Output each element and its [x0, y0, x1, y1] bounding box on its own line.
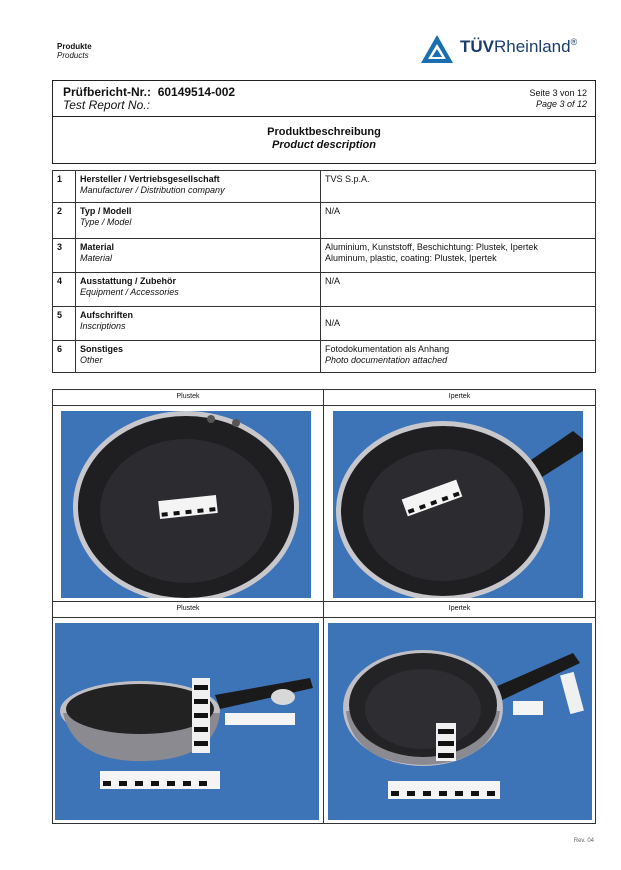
logo-brand-bold: TÜV	[460, 37, 494, 56]
spec-label-en: Type / Model	[80, 217, 132, 227]
spec-row	[53, 341, 596, 373]
spec-row-value	[321, 239, 596, 273]
spec-label-de: Sonstiges	[80, 344, 124, 354]
spec-row-value	[321, 171, 596, 203]
spec-row-label	[76, 239, 321, 273]
report-number-label-de: Prüfbericht-Nr.:	[63, 85, 152, 99]
grid-divider	[323, 390, 324, 823]
photo-ipertek-top	[333, 411, 583, 598]
spec-row-label	[76, 203, 321, 239]
spec-value-secondary: Photo documentation attached	[325, 355, 448, 365]
report-number-value: 60149514-002	[157, 85, 236, 99]
spec-label-en: Inscriptions	[80, 321, 126, 331]
caption-top-right: Ipertek	[448, 393, 471, 400]
caption-top-left: Plustek	[176, 393, 200, 400]
spec-label-de: Aufschriften	[80, 310, 134, 320]
section-title	[53, 126, 595, 152]
photo-plustek-side	[55, 623, 319, 820]
spec-label-de: Material	[80, 242, 115, 252]
spec-value-primary: Aluminium, Kunststoff, Beschichtung: Plustek, Ipertek	[325, 242, 538, 252]
spec-row-label	[76, 341, 321, 373]
spec-row-number: 6	[53, 341, 76, 373]
page-indicator-de: Seite 3 von 12	[529, 88, 587, 98]
spec-row	[53, 171, 596, 203]
logo-brand-rest: Rheinland	[494, 37, 571, 56]
spec-row-label	[76, 171, 321, 203]
spec-row-label	[76, 273, 321, 307]
spec-label-en: Equipment / Accessories	[80, 287, 179, 297]
report-number	[63, 86, 235, 112]
spec-row-value	[321, 273, 596, 307]
photo-ipertek-side	[328, 623, 592, 820]
photo-plustek-top	[61, 411, 311, 598]
spec-row-number: 1	[53, 171, 76, 203]
spec-row	[53, 203, 596, 239]
section-title-de: Produktbeschreibung	[267, 126, 381, 138]
spec-row-number: 5	[53, 307, 76, 341]
section-label-en: Products	[57, 51, 89, 60]
spec-value-primary: Fotodokumentation als Anhang	[325, 344, 450, 354]
spec-row-number: 3	[53, 239, 76, 273]
spec-value-primary: N/A	[325, 206, 341, 216]
logo-wordmark	[460, 37, 577, 57]
spec-row-value	[321, 203, 596, 239]
report-number-row	[53, 81, 595, 117]
photo-documentation-grid	[52, 389, 596, 824]
spec-row-label	[76, 307, 321, 341]
spec-row-value	[321, 307, 596, 341]
spec-label-en: Material	[80, 253, 113, 263]
caption-bottom-right: Ipertek	[448, 605, 471, 612]
spec-value-secondary: Aluminum, plastic, coating: Plustek, Ipertek	[325, 253, 497, 263]
logo-registered-mark: ®	[570, 37, 578, 47]
spec-label-de: Typ / Modell	[80, 206, 132, 216]
product-spec-table	[52, 170, 596, 373]
spec-value-primary: N/A	[325, 276, 341, 286]
tuv-logo	[420, 33, 595, 65]
report-number-label-en: Test Report No.:	[63, 98, 150, 112]
spec-label-en: Manufacturer / Distribution company	[80, 185, 225, 195]
page-indicator	[529, 88, 587, 110]
grid-divider	[53, 617, 595, 618]
spec-row	[53, 307, 596, 341]
spec-label-de: Hersteller / Vertriebsgesellschaft	[80, 174, 220, 184]
revision-label: Rev. 04	[573, 838, 594, 844]
caption-bottom-left: Plustek	[176, 605, 200, 612]
grid-divider	[53, 405, 595, 406]
section-label-de: Produkte	[57, 42, 92, 51]
spec-value-primary: TVS S.p.A.	[325, 174, 370, 184]
tuv-triangle-icon	[420, 34, 454, 64]
spec-row	[53, 273, 596, 307]
spec-row-number: 4	[53, 273, 76, 307]
spec-value-primary: N/A	[325, 318, 341, 328]
page-indicator-en: Page 3 of 12	[535, 99, 587, 109]
spec-row	[53, 239, 596, 273]
spec-row-value	[321, 341, 596, 373]
report-header-box	[52, 80, 596, 164]
section-label	[57, 42, 92, 60]
spec-row-number: 2	[53, 203, 76, 239]
spec-label-en: Other	[80, 355, 103, 365]
spec-label-de: Ausstattung / Zubehör	[80, 276, 176, 286]
section-title-en: Product description	[272, 139, 376, 151]
